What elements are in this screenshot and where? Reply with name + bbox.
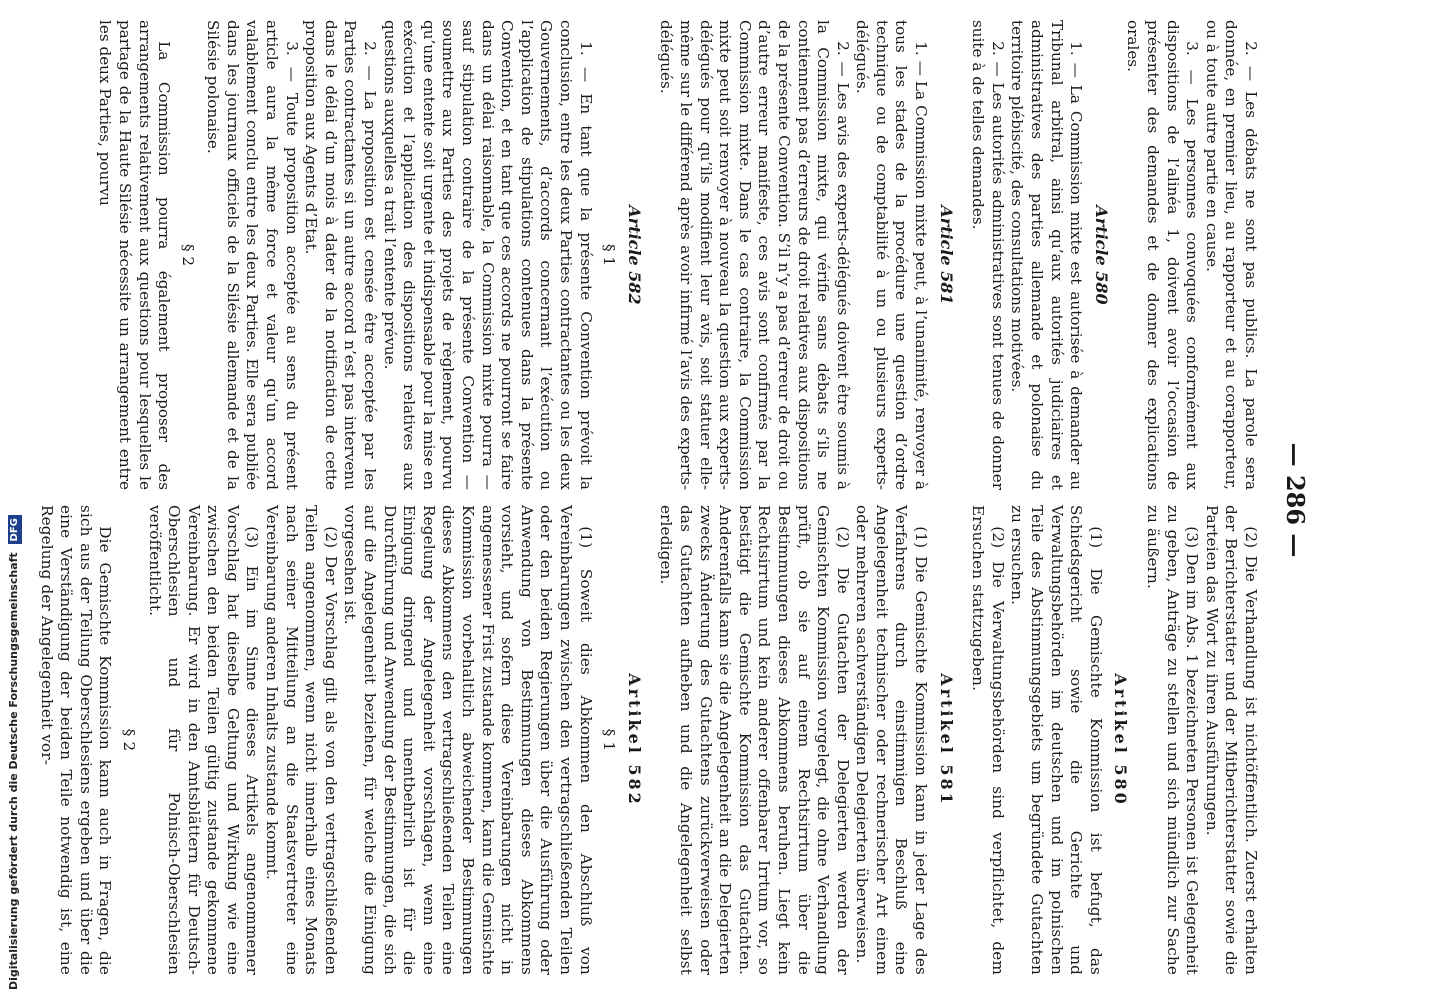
- de-paragraph: (1) Die Gemischte Kommission kann in jeder Lage des Verfahrens durch einstimmigen Beschluß eine Angelegenheit technischer oder rechnerischer Art einem oder mehreren sachverständigen Delegierten überweisen.: [853, 505, 931, 975]
- footer-text: Digitalisierung gefördert durch die Deutsche Forschungsgemeinschaft: [7, 552, 20, 990]
- dfg-logo-icon: DFG: [8, 515, 22, 544]
- de-paragraph: (2) Die Verhandlung ist nichtöffentlich. Zuerst erhalten der Berichterstatter und der Mitberichterstatter sowie die Parteien das Wort zu ihren Ausführungen.: [1202, 505, 1260, 975]
- de-paragraph: (1) Die Gemischte Kommission ist befugt, das Schiedsgericht sowie die Gerichte und Verwaltungsbehörden im deutschen und im polnischen Teile des Abstimmungsgebiets um begründete Gutachten zu ersuchen.: [1008, 505, 1105, 975]
- page-number: — 286 —: [1281, 442, 1310, 558]
- french-column: [95, 20, 1260, 490]
- digitization-footer: [4, 0, 26, 1000]
- de-article-582-heading: Artikel 582: [624, 673, 644, 807]
- fr-paragraph: 1. — En tant que la présente Convention prévoit la conclusion, entre les deux Parties contractantes ou les deux Gouvernements, d’accords concernant l’exécution ou l’application de stipulations contenues dans la présente Convention, et en tant que ces accords ne pourront se faire dans un délai raisonnable, la Commission mixte pourra — sauf stipulation contraire de la présente Convention — soumettre aux Parties des projets de règlement, pourvu qu’une entente soit urgente et indispensable pour la mise en exécution et l’application des dispositions relatives aux questions auxquelles a trait l’entente prévue.: [380, 20, 595, 490]
- german-column: [36, 505, 1260, 975]
- fr-paragraph: 2. — Les avis des experts-délégués doivent être soumis à la Commission mixte, qui vérifie sans débats s’ils ne contiennent pas d’erreurs de droit relatives aux dispositions de la présente Convention. S’il n’y a pas d’erreur de droit ou d’autre erreur manifeste, ces avis sont confirmés par la Commission mixte. Dans le cas contraire, la Commission mixte peut soit renvoyer à nouveau la question aux experts-délégués pour qu’ils modifient leur avis, soit statuer elle-même sur le différend après avoir infirmé l’avis des experts-délégués.: [657, 20, 852, 490]
- fr-article-582-heading: Article 582: [624, 205, 644, 305]
- fr-article-580-heading: Article 580: [1091, 205, 1111, 305]
- fr-paragraph: La Commission pourra également proposer des arrangements relativement aux questions pour lesquelles le partage de la Haute Silésie nécessite un arrangement entre les deux Parties, pourvu: [96, 20, 174, 490]
- fr-paragraph: 3. — Les personnes convoquées conformément aux dispositions de l’alinéa 1, doivent avoir l’occasion de présenter des demandes et de donner des explications orales.: [1124, 20, 1202, 490]
- de-section-1-heading: § 1: [600, 728, 619, 752]
- de-paragraph: (3) Ein im Sinne dieses Artikels angenommener Vorschlag hat dieselbe Geltung und Wirkung wie eine zwischen den beiden Teilen gültig zustande gekommene Vereinbarung. Er wird in den Amtsblättern für Deutsch-Oberschlesien und für Polnisch-Oberschlesien veröffentlicht.: [145, 505, 262, 975]
- fr-article-581-heading: Article 581: [936, 205, 956, 305]
- de-paragraph: (3) Den im Abs. 1 bezeichneten Personen ist Gelegenheit zu geben, Anträge zu stellen und sich mündlich zur Sache zu äußern.: [1144, 505, 1202, 975]
- fr-paragraph: 2. — Les débats ne sont pas publics. La parole sera donnée, en premier lieu, au rapporteur et au corapporteur, ou à toute autre partie en cause.: [1202, 20, 1260, 490]
- fr-paragraph: 3. — Toute proposition acceptée au sens du présent article aura la même force et valeur qu’un accord valablement conclu entre les deux Parties. Elle sera publiée dans les journaux officiels de la Silésie allemande et de la Silésie polonaise.: [204, 20, 301, 490]
- fr-section-2-heading: § 2: [178, 243, 197, 267]
- de-paragraph: (2) Die Gutachten der Delegierten werden der Gemischten Kommission vorgelegt, die ohne Verhandlung prüft, ob sie auf einem Rechtsirrtum über die Bestimmungen dieses Abkommens beruhen. Liegt kein Rechtsirrtum und kein anderer offenbarer Irrtum vor, so bestätigt die Gemischte Kommission das Gutachten. Anderenfalls kann sie die Angelegenheit an die Delegierten zwecks Änderung des Gutachtens zurückverweisen oder das Gutachten aufheben und die Angelegenheit selbst erledigen.: [657, 505, 852, 975]
- de-article-581-heading: Artikel 581: [936, 673, 956, 807]
- de-section-2-heading: § 2: [119, 728, 138, 752]
- de-paragraph: (2) Die Verwaltungsbehörden sind verpflichtet, dem Ersuchen stattzugeben.: [969, 505, 1007, 975]
- de-paragraph: (1) Soweit dies Abkommen den Abschluß von Vereinbarungen zwischen den vertragschließenden Teilen oder den beiden Regierungen über die Ausführung oder Anwendung von Bestimmungen dieses Abkommens vorsieht, und sofern diese Vereinbarungen nicht in angemessener Frist zustande kommen, kann die Gemischte Kommission vorbehaltlich abweichender Bestimmungen dieses Abkommens den vertragschließenden Teilen eine Regelung der Angelegenheit vorschlagen, wenn eine Einigung dringend und unentbehrlich ist für die Durchführung und Anwendung der Bestimmungen, die sich auf die Angelegenheit beziehen, für welche die Einigung vorgesehen ist.: [341, 505, 595, 975]
- fr-paragraph: 1. — La Commission mixte peut, à l’unanimité, renvoyer à tous les stades de la procédure une question d’ordre technique ou de comptabilité à un ou plusieurs experts-délégués.: [853, 20, 931, 490]
- fr-paragraph: 1. — La Commission mixte est autorisée à demander au Tribunal arbitral, ainsi qu’aux autorités judiciaires et administratives des parties allemande et polonaise du territoire plébiscité, des consultations motivées.: [1008, 20, 1086, 490]
- fr-section-1-heading: § 1: [600, 243, 619, 267]
- de-article-580-heading: Artikel 580: [1111, 673, 1131, 807]
- de-paragraph: Die Gemischte Kommission kann auch in Fragen, die sich aus der Teilung Oberschlesiens ergeben und über die eine Verständigung der beiden Teile notwendig ist, eine Regelung der Angelegenheit vor-: [37, 505, 115, 975]
- fr-paragraph: 2. — La proposition est censée être acceptée par les Parties contractantes si un autre accord n’est pas intervenu dans le délai d’un mois à dater de la notification de cette proposition aux Agents d’Etat.: [302, 20, 380, 490]
- de-paragraph: (2) Der Vorschlag gilt als von den vertragschließenden Teilen angenommen, wenn nicht innerhalb eines Monats nach seiner Mitteilung an die Staatsvertreter eine Vereinbarung anderen Inhalts zustande kommt.: [263, 505, 340, 975]
- fr-paragraph: 2. — Les autorités administratives sont tenues de donner suite à de telles demandes.: [969, 20, 1007, 490]
